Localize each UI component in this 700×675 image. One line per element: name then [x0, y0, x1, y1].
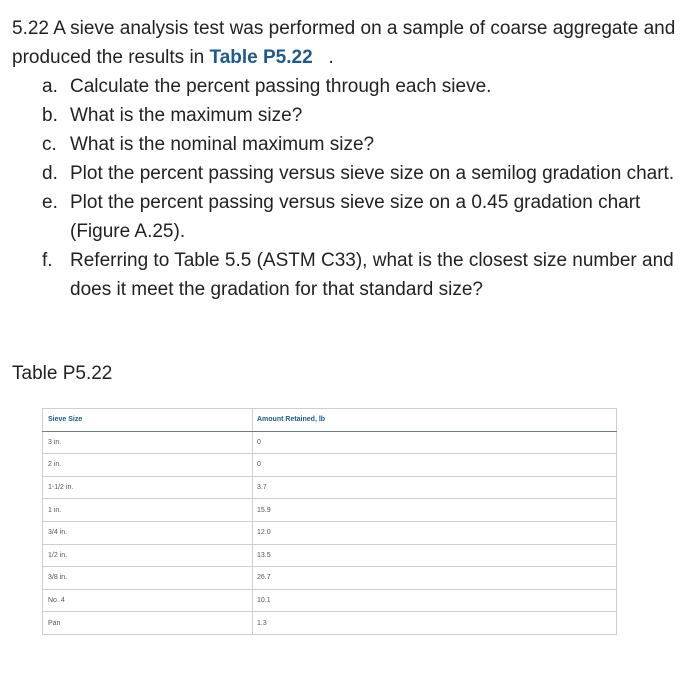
sieve-size-cell: 3 in. [43, 431, 253, 454]
problem-parts-list [12, 72, 682, 304]
sieve-size-cell: 1/2 in. [43, 544, 253, 567]
sieve-size-cell: 3/4 in. [43, 521, 253, 544]
sieve-table-container [42, 408, 617, 635]
problem-part-c [12, 130, 682, 159]
part-letter: b. [42, 105, 58, 126]
part-text: Plot the percent passing versus sieve size on a semilog gradation chart. [70, 163, 675, 184]
problem-part-e [12, 188, 682, 246]
amount-retained-cell: 26.7 [253, 567, 617, 590]
part-letter: c. [42, 134, 57, 155]
problem-part-d [12, 159, 682, 188]
table-row [43, 499, 617, 522]
amount-retained-cell: 3.7 [253, 476, 617, 499]
amount-retained-cell: 12.0 [253, 521, 617, 544]
table-reference-link[interactable]: Table P5.22 [209, 47, 313, 68]
sieve-size-cell: 2 in. [43, 454, 253, 477]
sieve-size-cell: No. 4 [43, 589, 253, 612]
problem-part-f [12, 246, 682, 304]
part-text: Referring to Table 5.5 (ASTM C33), what is the closest size number and does it meet the gradation for that standard size? [70, 250, 674, 300]
part-letter: d. [42, 163, 58, 184]
part-text: Calculate the percent passing through each sieve. [70, 76, 492, 97]
part-text: What is the maximum size? [70, 105, 303, 126]
problem-statement [12, 14, 682, 304]
part-letter: a. [42, 76, 58, 97]
amount-retained-cell: 15.9 [253, 499, 617, 522]
table-row [43, 476, 617, 499]
amount-retained-cell: 0 [253, 431, 617, 454]
table-row [43, 589, 617, 612]
part-letter: f. [42, 250, 53, 271]
amount-retained-cell: 0 [253, 454, 617, 477]
table-row [43, 431, 617, 454]
part-text: Plot the percent passing versus sieve size on a 0.45 gradation chart (Figure A.25). [70, 192, 641, 242]
table-row [43, 521, 617, 544]
table-title: Table P5.22 [12, 363, 113, 384]
sieve-size-cell: 1 in. [43, 499, 253, 522]
table-row [43, 612, 617, 635]
problem-intro-text: A sieve analysis test was performed on a sample of coarse aggregate and produced the results in [12, 18, 676, 68]
problem-intro-end: . [328, 47, 334, 68]
table-row [43, 544, 617, 567]
table-row [43, 454, 617, 477]
problem-intro [12, 14, 682, 72]
problem-number: 5.22 [12, 18, 49, 39]
part-letter: e. [42, 192, 58, 213]
sieve-size-cell: Pan [43, 612, 253, 635]
problem-part-a [12, 72, 682, 101]
column-header-sieve-size: Sieve Size [43, 409, 253, 432]
part-text: What is the nominal maximum size? [70, 134, 375, 155]
amount-retained-cell: 13.5 [253, 544, 617, 567]
amount-retained-cell: 10.1 [253, 589, 617, 612]
problem-part-b [12, 101, 682, 130]
amount-retained-cell: 1.3 [253, 612, 617, 635]
table-row [43, 567, 617, 590]
table-header-row [43, 409, 617, 432]
sieve-size-cell: 1-1/2 in. [43, 476, 253, 499]
sieve-analysis-table [42, 408, 617, 635]
column-header-amount-retained: Amount Retained, lb [253, 409, 617, 432]
sieve-size-cell: 3/8 in. [43, 567, 253, 590]
